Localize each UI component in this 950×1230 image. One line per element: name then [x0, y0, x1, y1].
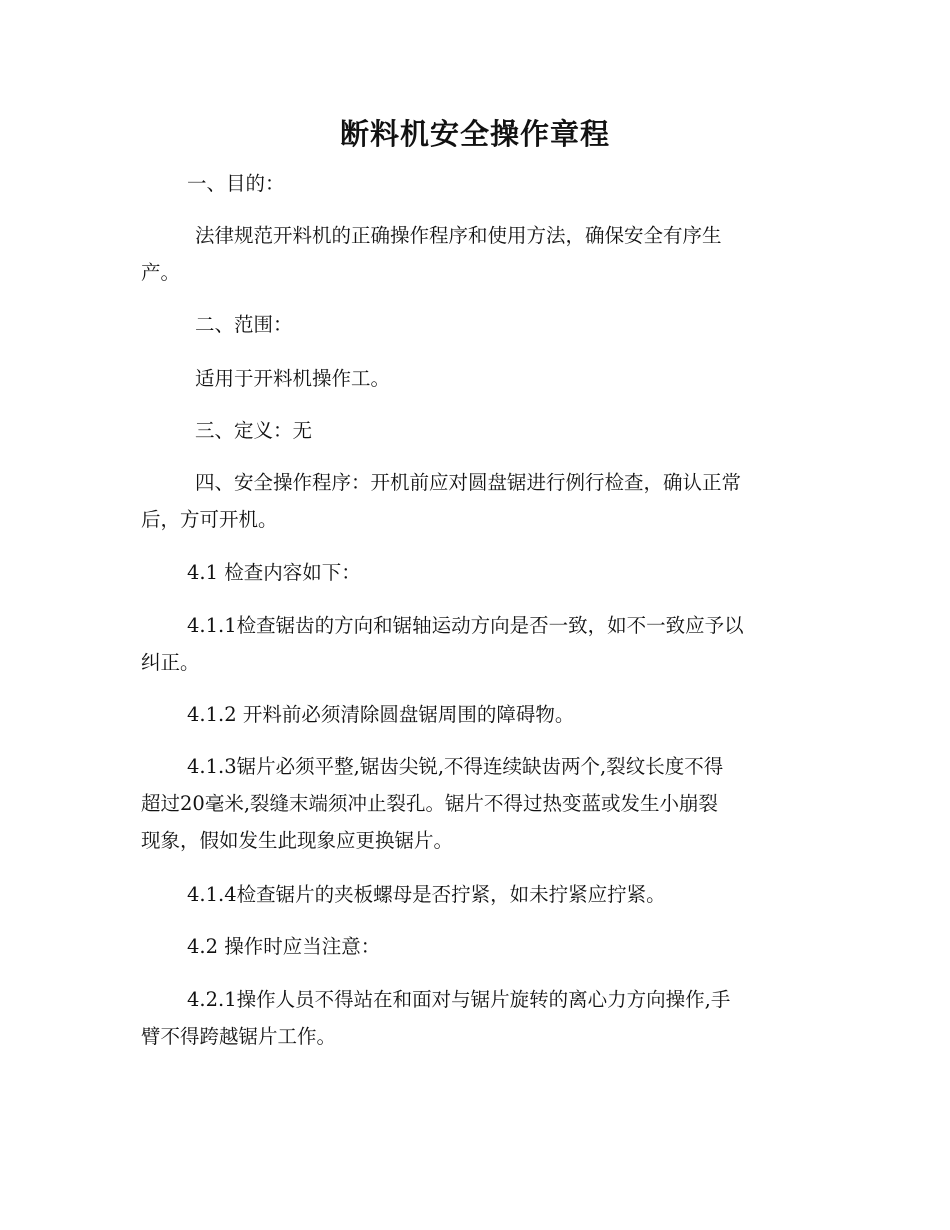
- scope-paragraph: [141, 360, 813, 397]
- document-title: 断料机安全操作章程: [339, 117, 610, 151]
- text-line: 纠正。: [141, 651, 200, 674]
- text-line: 一、目的：: [187, 172, 285, 195]
- section-procedure-paragraph: [141, 464, 813, 538]
- text-line: 4.1 检查内容如下：: [187, 561, 361, 584]
- clause-4-1-2: [141, 696, 813, 733]
- section-scope-heading: [141, 306, 813, 343]
- clause-4-2-heading: [141, 928, 813, 965]
- text-line: 产。: [141, 261, 181, 284]
- text-line: 适用于开料机操作工。: [195, 367, 391, 390]
- section-purpose-heading: [141, 165, 813, 202]
- clause-4-1-1: [141, 607, 813, 681]
- clause-4-1-heading: [141, 554, 813, 591]
- text-line: 臂不得跨越锯片工作。: [141, 1025, 337, 1048]
- text-line: 4.2 操作时应当注意：: [187, 935, 381, 958]
- text-line: 二、范围：: [195, 313, 293, 336]
- text-line: 现象，假如发生此现象应更换锯片。: [141, 829, 454, 852]
- text-line: 法律规范开料机的正确操作程序和使用方法，确保安全有序生: [195, 224, 722, 247]
- text-line: 四、安全操作程序：开机前应对圆盘锯进行例行检查，确认正常: [195, 471, 742, 494]
- text-line: 4.2.1操作人员不得站在和面对与锯片旋转的离心力方向操作,手: [187, 988, 731, 1011]
- text-line: 超过20毫米,裂缝末端须冲止裂孔。锯片不得过热变蓝或发生小崩裂: [141, 792, 719, 815]
- clause-4-2-1: [141, 981, 813, 1055]
- text-line: 4.1.3锯片必须平整,锯齿尖锐,不得连续缺齿两个,裂纹长度不得: [187, 755, 724, 778]
- purpose-paragraph: [141, 217, 813, 291]
- text-line: 4.1.1检查锯齿的方向和锯轴运动方向是否一致，如不一致应予以: [187, 614, 744, 637]
- text-line: 后，方可开机。: [141, 508, 278, 531]
- text-line: 4.1.2 开料前必须清除圆盘锯周围的障碍物。: [187, 703, 575, 726]
- clause-4-1-3: [141, 748, 813, 859]
- section-definition-heading: [141, 412, 813, 449]
- text-line: 三、定义：无: [195, 419, 313, 442]
- clause-4-1-4: [141, 876, 813, 913]
- text-line: 4.1.4检查锯片的夹板螺母是否拧紧，如未拧紧应拧紧。: [187, 883, 666, 906]
